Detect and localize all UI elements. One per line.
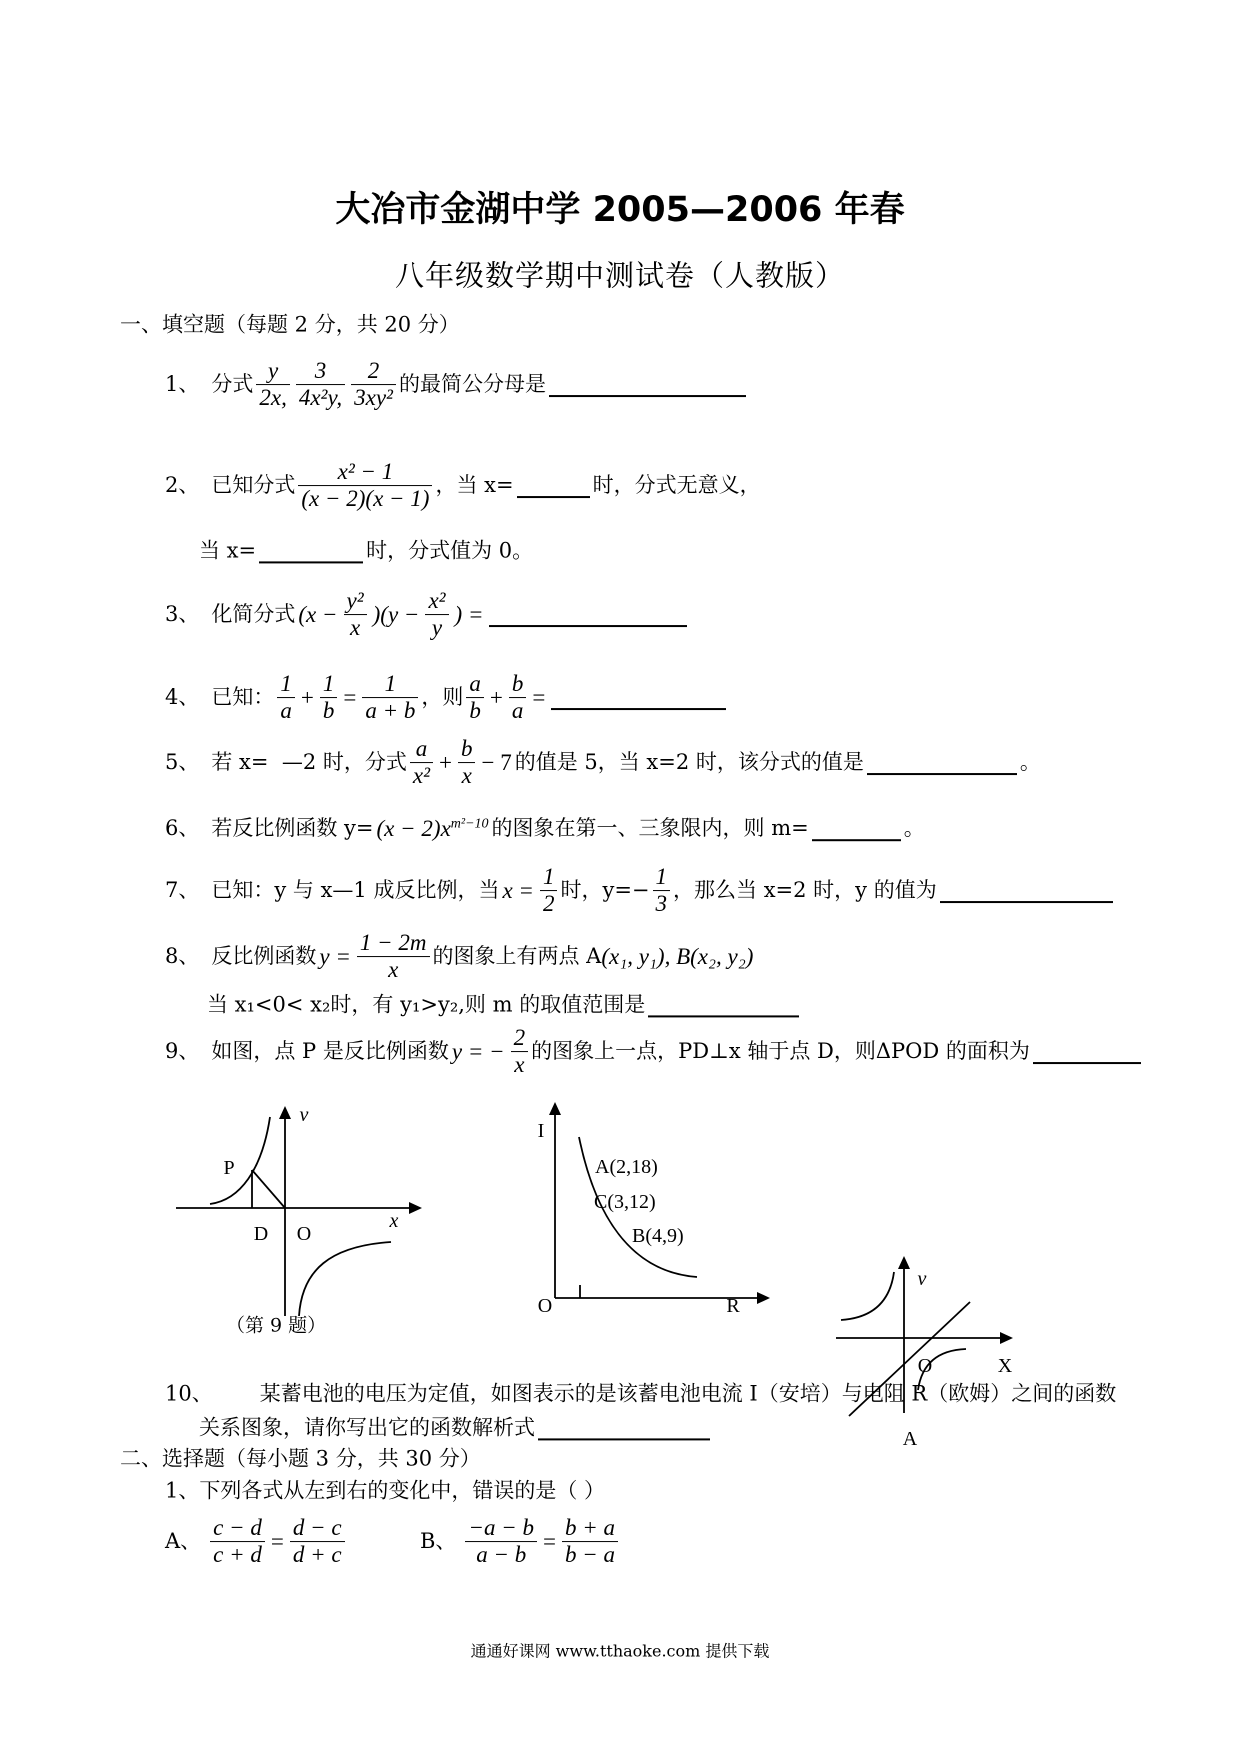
- fraction: [653, 864, 671, 918]
- math-expression: y = −: [451, 1039, 505, 1065]
- denominator: x: [461, 763, 472, 789]
- answer-blank: [648, 993, 799, 1017]
- fraction: [509, 671, 527, 725]
- x-axis-arrow-icon: [1000, 1332, 1013, 1344]
- answer-blank: [549, 373, 746, 397]
- numerator: y²: [344, 588, 367, 615]
- math-expression: )(y −: [372, 602, 420, 628]
- denominator: x: [514, 1052, 525, 1078]
- question-text: 当 x=: [199, 538, 257, 563]
- numerator: 2: [351, 358, 396, 385]
- answer-blank: [259, 539, 363, 563]
- fraction: [320, 671, 338, 725]
- answer-blank: [551, 686, 726, 710]
- numerator: b + a: [562, 1515, 618, 1542]
- fraction: [298, 459, 432, 513]
- denominator: b − a: [564, 1542, 615, 1568]
- question-text: 分式: [211, 372, 254, 397]
- question-9: [165, 1025, 1144, 1079]
- fraction: [210, 1515, 265, 1569]
- math-expression: x =: [502, 878, 534, 904]
- question-8-line-2: [207, 992, 802, 1017]
- denominator: d + c: [292, 1542, 342, 1568]
- hyperbola-branch-quadrant-2: [210, 1117, 270, 1204]
- denominator: 3: [655, 891, 668, 917]
- numerator: y: [256, 358, 289, 385]
- fraction: [425, 588, 448, 642]
- numerator: d − c: [290, 1515, 345, 1542]
- fraction: [256, 358, 289, 412]
- fraction: [362, 671, 418, 725]
- option-label: B、: [420, 1529, 457, 1554]
- numerator: a: [466, 671, 484, 698]
- hyperbola-branch-quadrant-4: [299, 1242, 391, 1316]
- question-3: [165, 588, 690, 642]
- question-text: 的最简公分母是: [398, 372, 546, 397]
- question-text: ，那么当 x=2 时，y 的值为: [673, 878, 937, 903]
- question-text: 某蓄电池的电压为定值，如图表示的是该蓄电池电流 I（安培）与电阻 R（欧姆）之间的函数: [259, 1381, 1117, 1406]
- point-d-label: D: [253, 1223, 269, 1245]
- numerator: b: [458, 736, 476, 763]
- y-axis-arrow-icon: [549, 1102, 561, 1115]
- math-expression: (x −: [298, 602, 338, 628]
- question-5: [165, 736, 1041, 790]
- denominator: (x − 2)(x − 1): [301, 486, 430, 512]
- answer-blank: [1033, 1040, 1141, 1064]
- plus-sign: +: [489, 685, 503, 711]
- y-axis-arrow-icon: [898, 1256, 910, 1269]
- answer-blank: [940, 879, 1113, 903]
- numerator: b: [509, 671, 527, 698]
- figure-10-graph: [520, 1095, 790, 1320]
- question-text: 。: [903, 816, 925, 841]
- figure-9-caption: （第 9 题）: [226, 1314, 327, 1337]
- denominator: a: [280, 698, 292, 724]
- equals-sign: =: [542, 1529, 556, 1555]
- exam-subtitle: 八年级数学期中测试卷（人教版）: [394, 258, 845, 293]
- origin-label: O: [296, 1223, 312, 1245]
- question-text: 如图，点 P 是反比例函数: [211, 1039, 449, 1064]
- question-text: ，当 x=: [435, 473, 514, 498]
- question-text: 。: [1019, 750, 1041, 775]
- denominator: x²: [412, 763, 430, 789]
- point-a-label: A: [902, 1428, 918, 1450]
- equals-sign: =: [532, 685, 546, 711]
- denominator: a − b: [476, 1542, 527, 1568]
- answer-blank: [538, 1416, 710, 1440]
- y-axis-label: v: [917, 1268, 927, 1290]
- question-7: [165, 864, 1116, 918]
- y-axis-arrow-icon: [279, 1106, 291, 1119]
- option-label: A、: [165, 1529, 202, 1554]
- choice-option-a: [165, 1515, 348, 1569]
- page-footer: 通通好课网 www.tthaoke.com 提供下载: [470, 1641, 770, 1661]
- denominator: 3xy²: [354, 385, 393, 411]
- numerator: 1 − 2m: [357, 930, 430, 957]
- point-a-label: A(2,18): [595, 1156, 658, 1178]
- question-text: 化简分式: [211, 602, 296, 627]
- question-text: 当 x₁<0< x₂时，有 y₁>y₂,则 m 的取值范围是: [207, 992, 646, 1017]
- figure-line-hyperbola-graph: [830, 1250, 1020, 1450]
- fraction: [277, 671, 295, 725]
- denominator: x: [349, 615, 361, 641]
- denominator: c + d: [213, 1542, 262, 1568]
- fraction: [562, 1515, 618, 1569]
- question-text: 时，分式值为 0。: [366, 538, 534, 563]
- question-4: [165, 671, 729, 725]
- numerator: 3: [296, 358, 345, 385]
- question-text: 反比例函数: [211, 944, 317, 969]
- question-number: 1、: [165, 372, 200, 397]
- question-8: [165, 930, 756, 984]
- equals-sign: =: [343, 685, 357, 711]
- fraction: [410, 736, 433, 790]
- answer-blank: [812, 817, 901, 841]
- numerator: 1: [277, 671, 295, 698]
- question-number: 7、: [165, 878, 200, 903]
- denominator: a + b: [365, 698, 416, 724]
- question-6: [165, 815, 925, 843]
- denominator: 2x,: [259, 385, 287, 411]
- x-axis-label: R: [726, 1295, 740, 1317]
- fraction: [540, 864, 558, 918]
- math-expression: − 7: [481, 750, 512, 776]
- point-p-label: P: [223, 1157, 235, 1179]
- point-c-label: C(3,12): [594, 1191, 656, 1213]
- exam-title: 大冶市金湖中学 2005—2006 年春: [335, 190, 905, 230]
- numerator: a: [410, 736, 433, 763]
- fraction: [458, 736, 476, 790]
- question-number: 5、: [165, 750, 200, 775]
- fraction: [511, 1025, 529, 1079]
- question-number: 4、: [165, 685, 200, 710]
- x-axis-arrow-icon: [757, 1292, 770, 1304]
- numerator: 1: [540, 864, 558, 891]
- origin-label: O: [537, 1295, 553, 1317]
- question-text: 若 x= —2 时，分式: [211, 750, 407, 775]
- choice-question-1: 1、下列各式从左到右的变化中，错误的是（ ）: [165, 1478, 606, 1503]
- fraction: [290, 1515, 345, 1569]
- y-axis-label: I: [537, 1120, 545, 1142]
- numerator: 1: [362, 671, 418, 698]
- answer-blank: [867, 751, 1017, 775]
- plus-sign: +: [439, 750, 452, 776]
- x-axis-label: x: [389, 1210, 399, 1232]
- equals-sign: =: [270, 1529, 284, 1555]
- x-axis-label: X: [997, 1355, 1013, 1377]
- point-b-label: B(4,9): [632, 1225, 684, 1247]
- numerator: 1: [320, 671, 338, 698]
- denominator: 2: [542, 891, 555, 917]
- question-number: 9、: [165, 1039, 200, 1064]
- origin-label: O: [917, 1355, 933, 1377]
- choice-option-b: [420, 1515, 621, 1569]
- numerator: −a − b: [465, 1515, 537, 1542]
- fraction: [466, 671, 484, 725]
- question-10: [165, 1381, 1116, 1406]
- denominator: b: [322, 698, 335, 724]
- section-2-heading: 二、选择题（每小题 3 分，共 30 分）: [120, 1446, 481, 1471]
- numerator: 2: [511, 1025, 529, 1052]
- denominator: y: [431, 615, 443, 641]
- question-number: 6、: [165, 816, 200, 841]
- question-number: 10、: [165, 1381, 213, 1406]
- question-text: 关系图象，请你写出它的函数解析式: [199, 1415, 535, 1440]
- question-2-line-2: [199, 538, 533, 563]
- segment-po: [252, 1170, 285, 1208]
- denominator: x: [388, 957, 399, 983]
- math-expression: ) =: [454, 602, 484, 628]
- fraction: [296, 358, 345, 412]
- question-text: 若反比例函数 y=: [211, 816, 374, 841]
- math-expression: (x₁, y₁), B(x₂, y₂): [601, 944, 754, 970]
- question-text: 已知：y 与 x—1 成反比例，当: [211, 878, 500, 903]
- x-axis-arrow-icon: [409, 1202, 422, 1214]
- fraction: [351, 358, 396, 412]
- y-axis-label: v: [299, 1104, 309, 1126]
- numerator: 1: [653, 864, 671, 891]
- question-2: [165, 459, 761, 513]
- question-1: [165, 358, 749, 412]
- fraction: [465, 1515, 537, 1569]
- question-text: 时，y=−: [560, 878, 650, 903]
- math-expression: y =: [319, 944, 351, 970]
- denominator: 4x²y,: [298, 385, 343, 411]
- question-10-line-2: [199, 1415, 713, 1440]
- power-expression: [377, 815, 489, 843]
- fraction: [357, 930, 430, 984]
- figure-9-graph: [160, 1090, 440, 1330]
- power-exponent: m²−10: [450, 816, 489, 832]
- question-text: 的图象在第一、三象限内，则 m=: [491, 816, 809, 841]
- numerator: x² − 1: [298, 459, 432, 486]
- section-1-heading: 一、填空题（每题 2 分，共 20 分）: [120, 312, 460, 337]
- answer-blank: [489, 603, 687, 627]
- answer-blank: [517, 474, 590, 498]
- question-text: 已知分式: [211, 473, 296, 498]
- question-text: 时，分式无意义，: [592, 473, 761, 498]
- question-text: 的图象上一点，PD⊥x 轴于点 D，则ΔPOD 的面积为: [531, 1039, 1030, 1064]
- denominator: b: [469, 698, 481, 724]
- hyperbola-branch-quadrant-2: [841, 1272, 894, 1320]
- question-number: 2、: [165, 473, 200, 498]
- question-number: 8、: [165, 944, 200, 969]
- question-text: 已知：: [211, 685, 275, 710]
- power-base: (x − 2)x: [376, 816, 451, 842]
- plus-sign: +: [300, 685, 314, 711]
- question-text: 的值是 5，当 x=2 时，该分式的值是: [514, 750, 864, 775]
- question-number: 3、: [165, 602, 200, 627]
- numerator: x²: [425, 588, 448, 615]
- denominator: a: [511, 698, 524, 724]
- numerator: c − d: [210, 1515, 265, 1542]
- fraction: [344, 588, 367, 642]
- question-text: 的图象上有两点 A: [432, 944, 602, 969]
- question-text: ，则: [421, 685, 464, 710]
